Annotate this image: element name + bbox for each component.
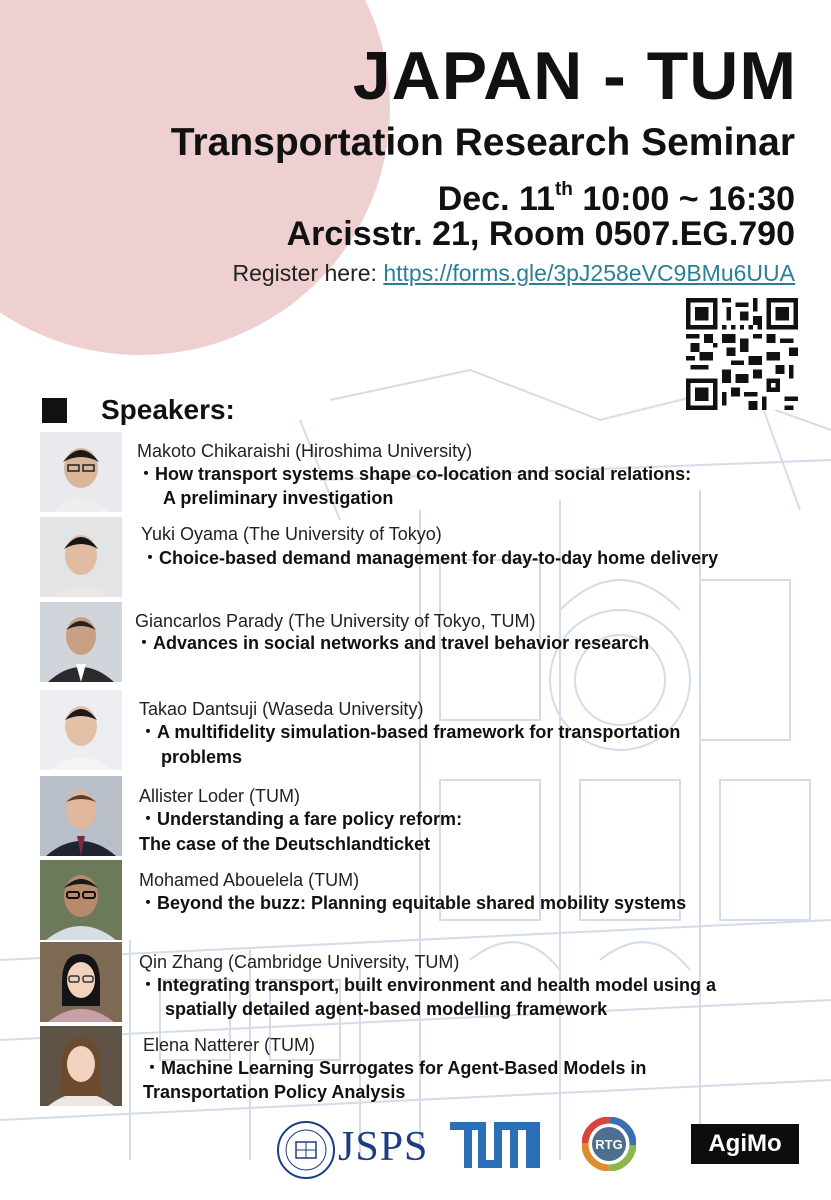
talk-title: A preliminary investigation xyxy=(163,488,394,508)
talk-title: ・Integrating transport, built environment and health model using a xyxy=(139,975,717,995)
speaker-photo xyxy=(40,776,122,856)
talk-title: Transportation Policy Analysis xyxy=(143,1082,406,1102)
speaker-name: Elena Natterer (TUM) xyxy=(143,1035,316,1055)
speaker-photo xyxy=(40,432,122,512)
rtg-logo-text: RTG xyxy=(595,1137,623,1152)
square-bullet-icon xyxy=(42,398,67,423)
speaker-photo xyxy=(40,690,122,770)
speakers-heading: Speakers: xyxy=(101,394,235,425)
qr-code[interactable] xyxy=(686,298,798,410)
event-title: JAPAN - TUM xyxy=(352,38,797,114)
speaker-name: Yuki Oyama (The University of Tokyo) xyxy=(141,524,442,544)
agimo-logo: AgiMo xyxy=(691,1124,799,1164)
speaker-name: Mohamed Abouelela (TUM) xyxy=(139,870,360,890)
talk-title: ・Machine Learning Surrogates for Agent-Based Models in xyxy=(143,1058,647,1078)
speaker-photo xyxy=(40,942,122,1022)
jsps-seal-icon xyxy=(276,1120,336,1180)
speaker-name: Makoto Chikaraishi (Hiroshima University) xyxy=(137,441,473,461)
event-date xyxy=(438,170,795,219)
event-subtitle: Transportation Research Seminar xyxy=(170,121,795,164)
date-superscript: th xyxy=(554,179,573,200)
speaker-photo xyxy=(40,1026,122,1106)
speaker-name: Qin Zhang (Cambridge University, TUM) xyxy=(139,952,460,972)
talk-title: The case of the Deutschlandticket xyxy=(139,834,431,854)
speaker-photo xyxy=(40,602,122,682)
speaker-photo xyxy=(40,517,122,597)
talk-title: problems xyxy=(161,747,243,767)
speaker-name: Allister Loder (TUM) xyxy=(139,786,301,806)
talk-title: ・Understanding a fare policy reform: xyxy=(139,809,463,829)
register-line xyxy=(232,258,795,288)
talk-title: spatially detailed agent-based modelling framework xyxy=(165,999,608,1019)
speakers-section-header xyxy=(42,393,235,427)
register-link[interactable]: https://forms.gle/3pJ258eVC9BMu6UUA xyxy=(383,260,795,286)
talk-title: ・Advances in social networks and travel behavior research xyxy=(135,633,650,653)
event-location: Arcisstr. 21, Room 0507.EG.790 xyxy=(286,215,795,253)
talk-title: ・Choice-based demand management for day-to-day home delivery xyxy=(141,548,719,568)
jsps-logo-text: JSPS xyxy=(338,1124,429,1170)
speaker-name: Takao Dantsuji (Waseda University) xyxy=(139,699,424,719)
register-label: Register here: xyxy=(232,260,377,286)
speaker-name: Giancarlos Parady (The University of Tokyo, TUM) xyxy=(135,611,536,631)
talk-title: ・How transport systems shape co-location and social relations: xyxy=(137,464,692,484)
date-prefix: Dec. 11 xyxy=(437,180,555,218)
speaker-photo xyxy=(40,860,122,940)
date-time: 10:00 ~ 16:30 xyxy=(572,180,795,218)
tum-logo xyxy=(450,1122,540,1168)
talk-title: ・Beyond the buzz: Planning equitable shared mobility systems xyxy=(139,893,687,913)
decorative-pink-circle xyxy=(0,0,390,355)
rtg-logo xyxy=(582,1117,636,1171)
talk-title: ・A multifidelity simulation-based framework for transportation xyxy=(139,722,681,742)
